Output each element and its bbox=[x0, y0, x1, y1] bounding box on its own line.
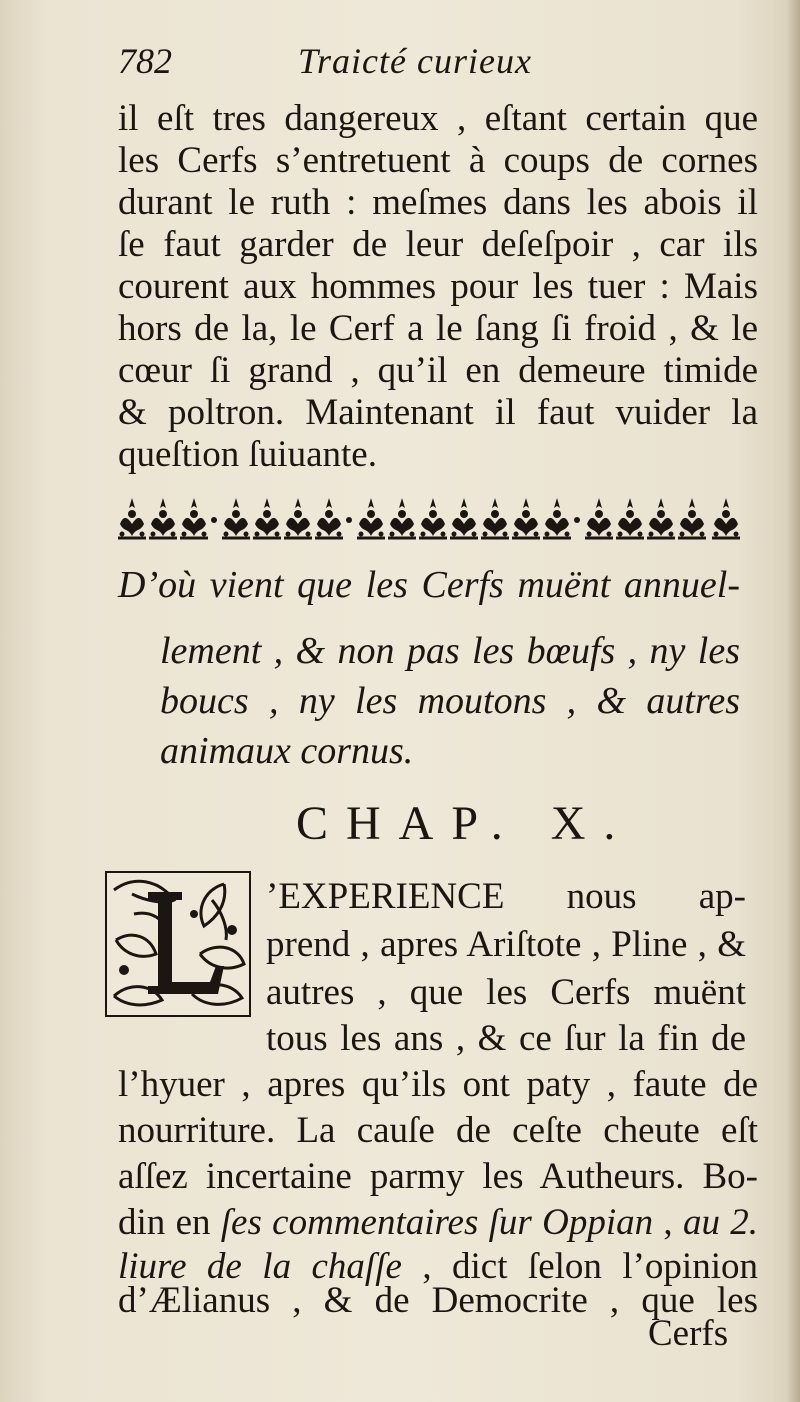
text-line: prend , apres Ariſtote , Pline , & bbox=[266, 924, 746, 965]
italic-span: ſes commentaires ſur Oppian bbox=[220, 1202, 654, 1243]
text-line: nourriture. La cauſe de ceſte cheute eſt bbox=[118, 1110, 758, 1151]
page-number: 782 bbox=[118, 41, 172, 81]
italic-span: au 2. bbox=[682, 1202, 758, 1243]
text-line: cœur ſi grand , qu’il en demeure timide bbox=[118, 350, 758, 391]
text-line: autres , que les Cerfs muënt bbox=[266, 972, 746, 1013]
text-line: ſe faut garder de leur deſeſpoir , car ils bbox=[118, 224, 758, 265]
text-line: & poltron. Maintenant il faut vuider la bbox=[118, 392, 758, 433]
text-line: durant le ruth : meſmes dans les abois il bbox=[118, 182, 758, 223]
text-line: l’hyuer , apres qu’ils ont paty , faute de bbox=[118, 1064, 758, 1105]
text-span: din en bbox=[118, 1202, 221, 1243]
running-header bbox=[118, 40, 758, 96]
ornamental-initial-icon bbox=[104, 870, 252, 1018]
question-line: lement , & non pas les bœufs , ny les bbox=[160, 630, 740, 672]
question-line: D’où vient que les Cerfs muënt annuel- bbox=[118, 564, 740, 606]
text-line: il eſt tres dangereux , eſtant certain que bbox=[118, 98, 758, 139]
chapter-heading: CHAP. X. bbox=[296, 797, 634, 850]
fleuron-border-icon bbox=[116, 494, 744, 544]
text-line: les Cerfs s’entretuent à coups de cornes bbox=[118, 140, 758, 181]
catchword: Cerfs bbox=[648, 1313, 729, 1354]
text-line: hors de la, le Cerf a le ſang ſi froid , & le bbox=[118, 308, 758, 349]
text-line: ’EXPERIENCE nous ap- bbox=[266, 876, 746, 917]
text-line bbox=[118, 1204, 758, 1241]
text-line: courent aux hommes pour les tuer : Mais bbox=[118, 266, 758, 307]
italic-span: liure de la chaſſe bbox=[118, 1246, 402, 1287]
text-line: queſtion ſuiuante. bbox=[118, 434, 377, 475]
text-line: d’Ælianus , & de Democrite , que les bbox=[118, 1280, 758, 1321]
text-line: tous les ans , & ce ſur la fin de bbox=[266, 1018, 746, 1059]
text-line: aſſez incertaine parmy les Autheurs. Bo- bbox=[118, 1156, 758, 1197]
text-span: , bbox=[653, 1202, 683, 1243]
question-line: animaux cornus. bbox=[160, 730, 414, 772]
text-span: , dict ſelon l’opinion bbox=[401, 1246, 758, 1287]
question-line: boucs , ny les moutons , & autres bbox=[160, 680, 740, 722]
running-title: Traicté curieux bbox=[298, 41, 532, 81]
